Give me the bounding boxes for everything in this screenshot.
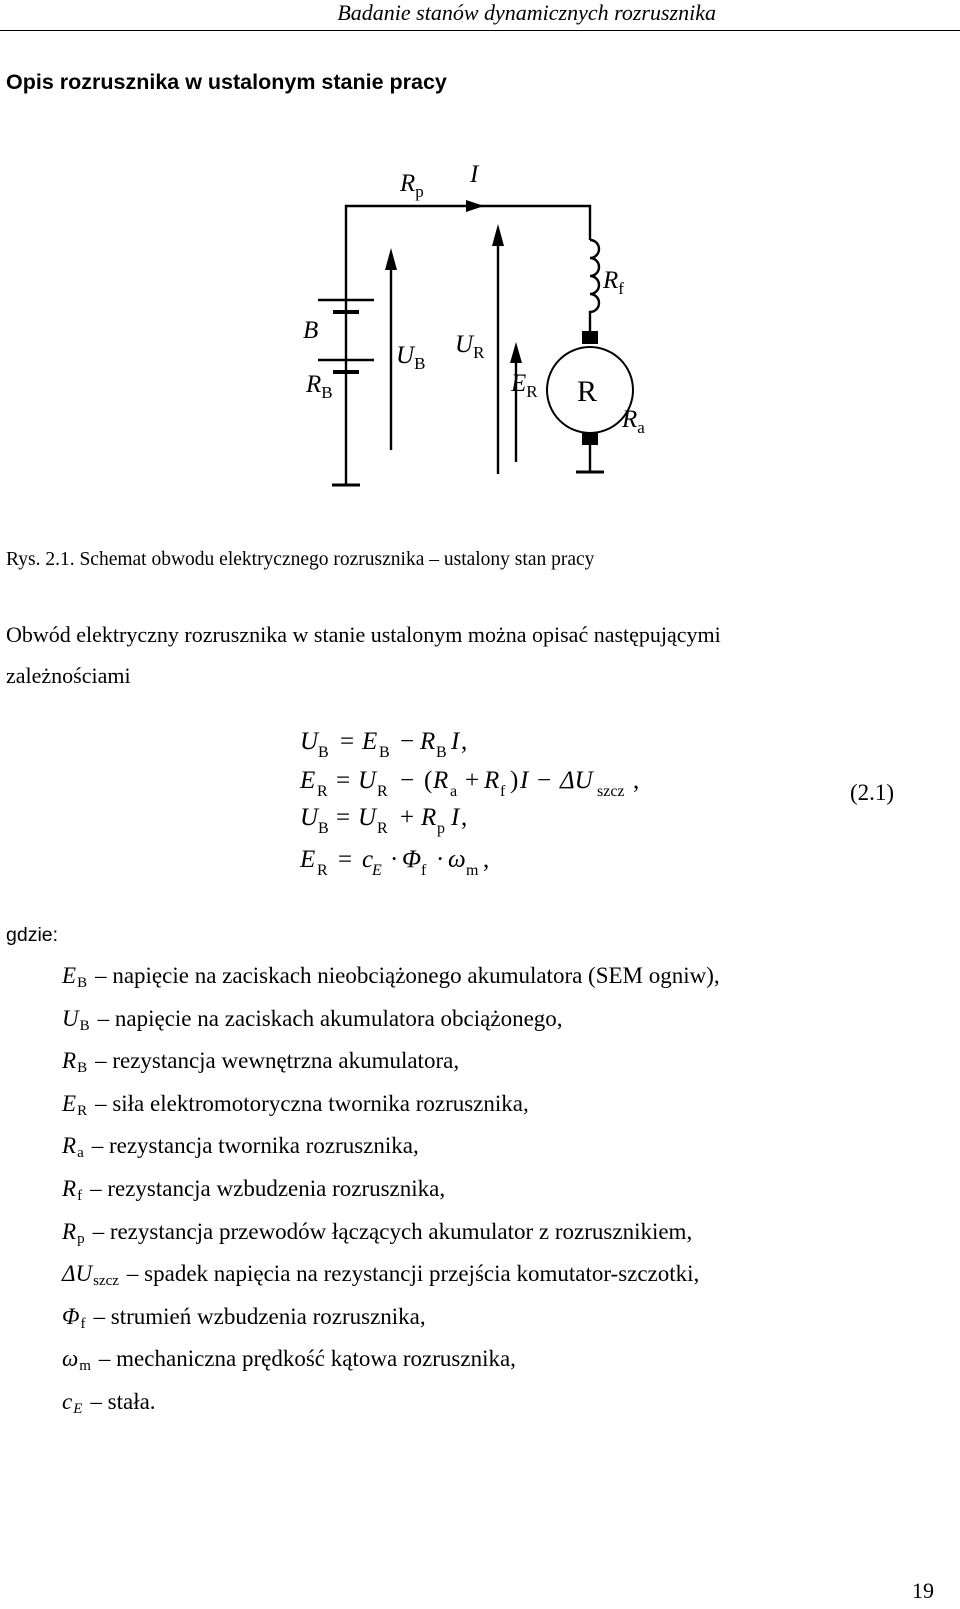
definition-symbol: $E_R$ (62, 1090, 88, 1119)
definition-item (62, 961, 720, 1004)
svg-text:=: = (336, 804, 351, 831)
label-i: I (470, 161, 479, 188)
definition-symbol: $R_B$ (62, 1048, 88, 1077)
definition-text: – rezystancja wewnętrzna akumulatora, (95, 1048, 460, 1074)
intro-line-2: zależnościami (6, 663, 131, 688)
definition-symbol: $\Delta U_{szcz}$ (62, 1261, 119, 1290)
svg-text:I: I (520, 767, 529, 794)
definition-item (62, 1089, 720, 1132)
svg-text:E: E (372, 862, 382, 879)
definition-text: – strumień wzbudzenia rozrusznika, (93, 1303, 426, 1329)
section-title: Opis rozrusznika w ustalonym stanie pracy (6, 70, 447, 94)
svg-text:−: − (400, 767, 415, 794)
definition-text: – napięcie na zaciskach nieobciążonego akumulatora (SEM ogniw), (95, 963, 720, 988)
definition-item (62, 1344, 720, 1387)
svg-text:E: E (300, 767, 316, 794)
svg-text:+: + (400, 804, 415, 831)
arrow-er-head (510, 342, 522, 363)
definition-text: – spadek napięcia na rezystancji przejścia komutator-szczotki, (126, 1261, 700, 1287)
svg-text:R: R (377, 783, 388, 800)
svg-text:R: R (484, 767, 500, 794)
equation-4 (299, 846, 489, 879)
svg-text:=: = (336, 767, 351, 794)
svg-text:R: R (420, 728, 436, 755)
definition-text: – rezystancja przewodów łączących akumulator z rozrusznikiem, (92, 1218, 693, 1244)
definition-symbol: $c_E$ (62, 1388, 83, 1417)
equation-2 (299, 767, 639, 800)
svg-text:R: R (377, 820, 388, 837)
gdzie-label: gdzie: (6, 924, 59, 946)
svg-text:=: = (340, 728, 355, 755)
svg-text:,: , (461, 728, 468, 755)
equation-3 (300, 804, 467, 837)
definition-item (62, 1174, 720, 1217)
definition-text: – mechaniczna prędkość kątowa rozrusznika, (98, 1346, 516, 1372)
svg-text:E: E (362, 728, 378, 755)
figure-caption: Rys. 2.1. Schemat obwodu elektrycznego rozrusznika – ustalony stan pracy (6, 549, 595, 570)
brush-top (582, 331, 598, 344)
svg-text:B: B (318, 744, 329, 761)
intro-line-1: Obwód elektryczny rozrusznika w stanie ustalonym można opisać następującymi (6, 622, 721, 647)
svg-text:,: , (633, 767, 640, 794)
svg-text:,: , (483, 846, 490, 873)
definition-symbol: $R_p$ (62, 1218, 85, 1247)
svg-text:U: U (358, 804, 377, 831)
svg-text:a: a (450, 783, 458, 800)
svg-text:U: U (358, 767, 377, 794)
definition-text: – napięcie na zaciskach akumulatora obciążonego, (97, 1005, 563, 1031)
svg-text:R: R (421, 804, 437, 831)
svg-text:m: m (466, 862, 479, 879)
definition-item (62, 1259, 720, 1302)
definition-symbol: $\omega_m$ (62, 1346, 91, 1375)
svg-text:·: · (390, 846, 399, 873)
arrow-ur-head (492, 224, 504, 246)
definition-symbol: $R_a$ (62, 1133, 84, 1162)
label-rp: $R_p$ (400, 170, 424, 201)
definition-item (62, 1004, 720, 1047)
svg-text:−: − (400, 728, 415, 755)
running-head: Badanie stanów dynamicznych rozrusznika (337, 0, 716, 25)
definition-symbol: $U_B$ (62, 1005, 90, 1034)
label-ub: $U_B$ (396, 342, 426, 373)
svg-text:U: U (300, 804, 319, 831)
definition-text: – rezystancja twornika rozrusznika, (91, 1133, 419, 1159)
svg-text:ΔU: ΔU (560, 767, 593, 794)
label-motor: R (577, 375, 598, 408)
svg-text:p: p (437, 820, 445, 837)
svg-text:R: R (317, 862, 328, 879)
svg-text:−: − (537, 767, 552, 794)
label-ur: $U_R$ (455, 331, 485, 362)
svg-text:E: E (300, 846, 316, 873)
definition-symbol: $R_f$ (62, 1175, 83, 1204)
svg-text:): ) (510, 767, 519, 794)
svg-text:szcz: szcz (597, 783, 625, 800)
field-coil (590, 240, 599, 330)
definition-text: – siła elektromotoryczna twornika rozrusznika, (95, 1090, 529, 1116)
definition-item (62, 1046, 720, 1089)
definition-symbol: $\Phi_f$ (62, 1303, 86, 1332)
svg-text:·: · (436, 846, 445, 873)
brush-bottom (582, 432, 598, 445)
svg-text:B: B (318, 820, 329, 837)
svg-text:+: + (465, 767, 480, 794)
svg-text:Φ: Φ (402, 846, 422, 873)
definition-item (62, 1131, 720, 1174)
label-rf: $R_f$ (603, 267, 624, 298)
equation-number: (2.1) (850, 780, 895, 805)
svg-text:f: f (500, 783, 506, 800)
svg-text:I: I (451, 804, 460, 831)
current-arrowhead (466, 200, 484, 212)
definition-text: – stała. (90, 1388, 156, 1414)
svg-text:R: R (317, 783, 328, 800)
definition-text: – rezystancja wzbudzenia rozrusznika, (90, 1175, 446, 1201)
svg-text:B: B (379, 744, 390, 761)
label-ra: $R_a$ (622, 406, 645, 437)
definition-item (62, 1217, 720, 1260)
svg-text:=: = (338, 846, 353, 873)
definitions-list (62, 961, 720, 1430)
definition-symbol: $E_B$ (62, 963, 88, 991)
page-number: 19 (912, 1578, 934, 1603)
label-rb: $R_B$ (306, 371, 333, 402)
svg-text:I: I (451, 728, 460, 755)
equation-block (299, 728, 639, 879)
svg-text:f: f (421, 862, 427, 879)
label-er: $E_R$ (511, 370, 538, 401)
definition-item (62, 1387, 720, 1430)
arrow-ub-head (385, 248, 397, 270)
label-b: B (303, 317, 319, 344)
definition-item (62, 1302, 720, 1345)
svg-text:(: ( (424, 767, 433, 794)
svg-text:B: B (436, 744, 447, 761)
svg-text:c: c (362, 846, 374, 873)
equation-1 (300, 728, 467, 761)
svg-text:U: U (300, 728, 319, 755)
svg-text:R: R (433, 767, 449, 794)
svg-text:,: , (461, 804, 468, 831)
svg-text:ω: ω (448, 846, 466, 873)
